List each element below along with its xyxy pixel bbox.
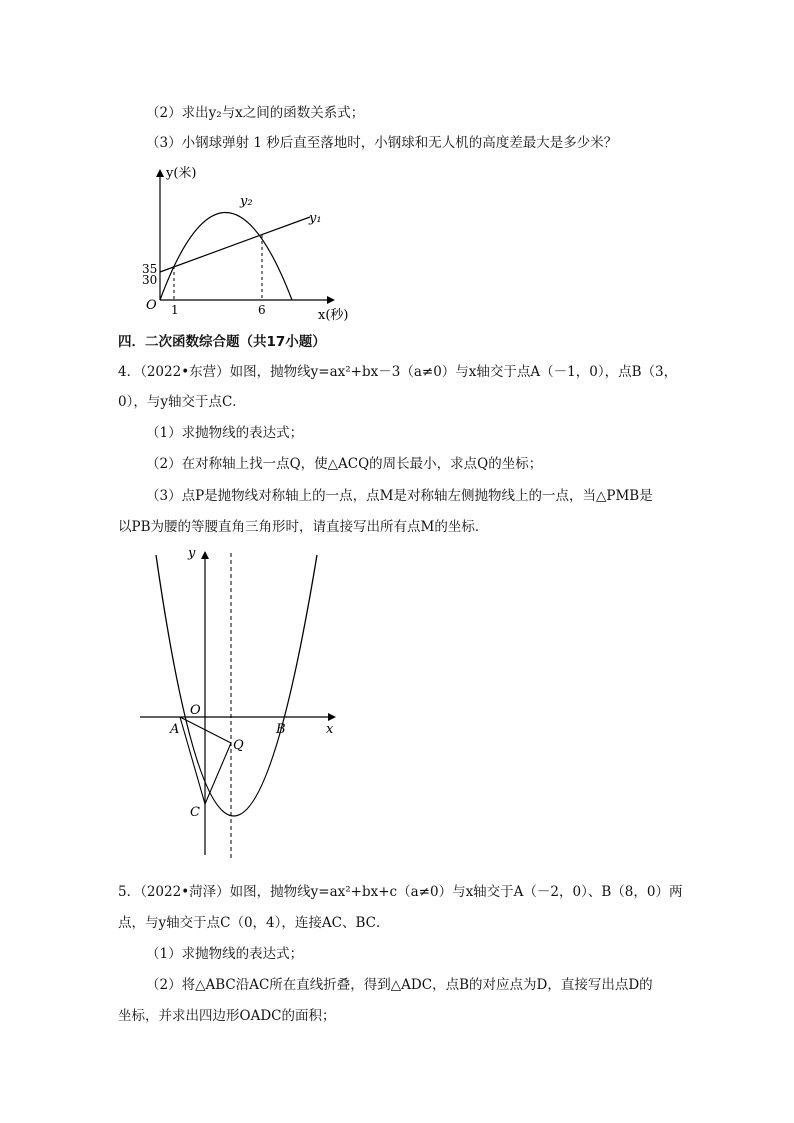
tick-6: 6 <box>258 303 266 317</box>
figure-height-graph <box>130 160 370 325</box>
figure-parabola <box>130 545 350 865</box>
q3-part3: （3）小钢球弹射 1 秒后直至落地时，小钢球和无人机的高度差最大是多少米？ <box>146 135 618 151</box>
x-axis-arrow-icon <box>328 713 336 721</box>
x-axis-label: x(秒) <box>318 308 349 323</box>
q5-part2a: （2）将△ABC沿AC所在直线折叠，得到△ADC，点B的对应点为D，直接写出点D的 <box>146 977 653 993</box>
q4-part1: （1）求抛物线的表达式； <box>146 425 304 441</box>
curve-label-y1: y₁ <box>309 211 322 226</box>
point-B-label: B <box>276 722 286 737</box>
q4-stem-line1 <box>118 363 677 381</box>
y-axis-arrow-icon <box>201 551 209 559</box>
line-y1 <box>160 217 310 272</box>
q5-stem-b: 点，与y轴交于点C（0，4），连接AC、BC． <box>118 915 390 931</box>
segment-QC <box>205 743 231 804</box>
y-axis-arrow-icon <box>156 169 164 177</box>
curve-label-y2: y₂ <box>240 194 253 209</box>
q5-part1: （1）求抛物线的表达式； <box>146 946 304 962</box>
q4-part3a: （3）点P是抛物线对称轴上的一点，点M是对称轴左侧抛物线上的一点，当△PMB是 <box>146 488 653 504</box>
label-35: 35 <box>142 262 158 276</box>
q5-number: 5． <box>118 884 141 900</box>
parabola <box>156 555 317 816</box>
q4-number: 4． <box>118 364 141 380</box>
q4-part3b: 以PB为腰的等腰直角三角形时，请直接写出所有点M的坐标． <box>118 519 489 535</box>
q4-part2: （2）在对称轴上找一点Q，使△ACQ的周长最小，求点Q的坐标； <box>146 456 543 472</box>
point-O-label: O <box>190 703 201 718</box>
q5-stem-line1 <box>118 883 682 901</box>
y-label: y <box>188 546 196 561</box>
origin-label: O <box>146 298 157 313</box>
q3-part2: （2）求出y₂与x之间的函数关系式； <box>146 105 365 121</box>
q4-source: （2022•东营） <box>140 364 230 380</box>
segment-AC <box>180 717 205 804</box>
parabola-y2 <box>160 213 292 301</box>
q5-stem-a: 如图，抛物线y=ax²+bx+c（a≠0）与x轴交于A（－2，0）、B（8，0）两 <box>229 884 683 900</box>
x-axis-arrow-icon <box>327 296 335 304</box>
section-heading: 四．二次函数综合题（共17小题） <box>118 334 326 350</box>
point-A-label: A <box>170 722 180 737</box>
point-C-label: C <box>190 805 200 820</box>
q5-source: （2022•菏泽） <box>140 884 230 900</box>
label-30: 30 <box>142 273 158 287</box>
y-axis-label: y(米) <box>166 166 197 181</box>
q4-stem-b: 0），与y轴交于点C． <box>118 394 246 410</box>
tick-1: 1 <box>171 303 179 317</box>
q4-stem-a: 如图，抛物线y=ax²+bx－3（a≠0）与x轴交于点A（－1，0），点B（3， <box>229 364 678 380</box>
q5-part2b: 坐标，并求出四边形OADC的面积； <box>118 1008 336 1024</box>
x-label: x <box>326 722 334 737</box>
point-Q-label: Q <box>233 738 244 753</box>
